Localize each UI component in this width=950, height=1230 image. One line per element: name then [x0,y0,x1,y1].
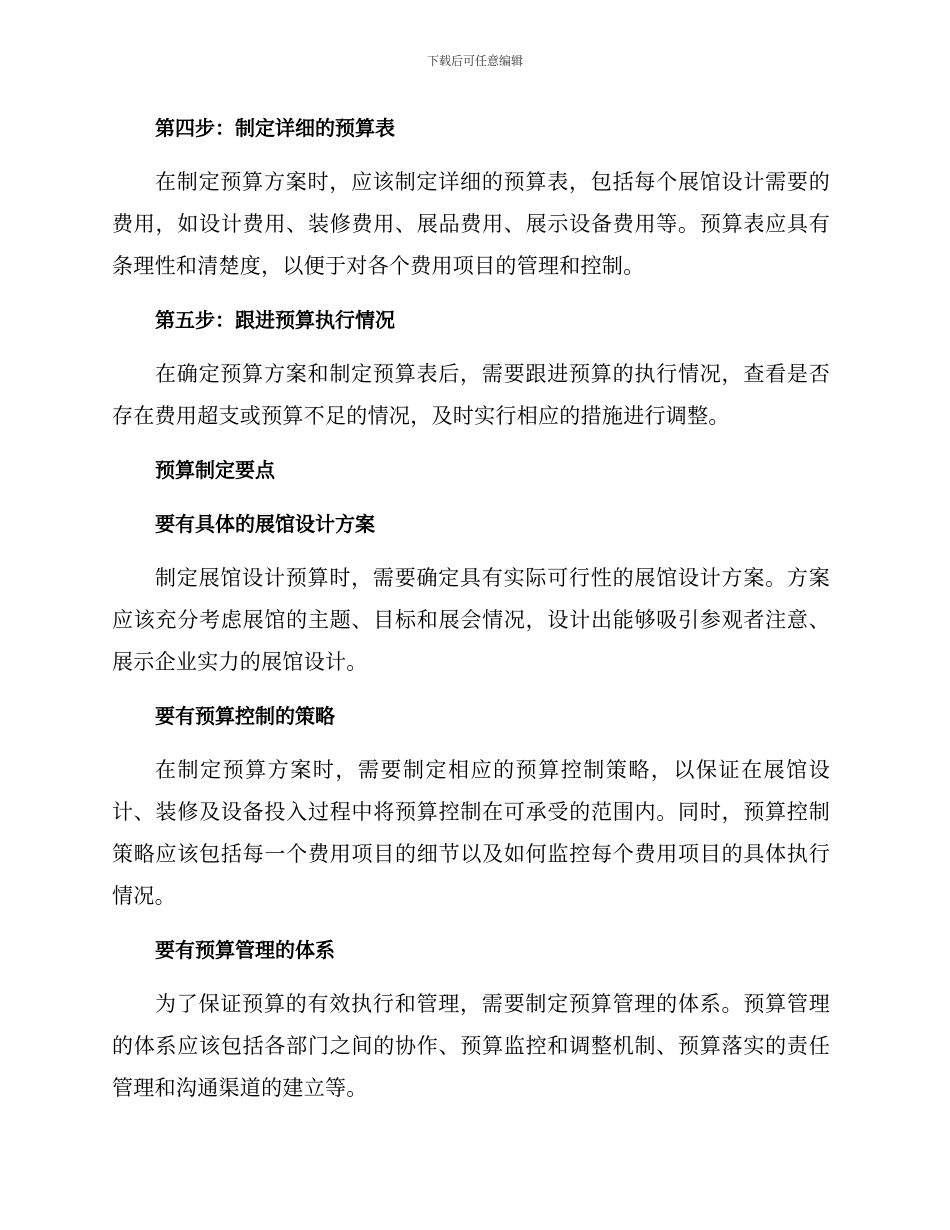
page-header: 下载后可任意编辑 [426,54,523,68]
section-heading-design-plan: 要有具体的展馆设计方案 [155,512,375,536]
section-heading-management-system: 要有预算管理的体系 [155,938,335,962]
document-body [112,107,830,1121]
paragraph-step-five: 在确定预算方案和制定预算表后，需要跟进预算的执行情况，查看是否存在费用超支或预算不足的情况，及时实行相应的措施进行调整。 [112,362,830,428]
section-heading-control-strategy: 要有预算控制的策略 [155,704,335,728]
paragraph-step-four: 在制定预算方案时，应该制定详细的预算表，包括每个展馆设计需要的费用，如设计费用、装修费用、展品费用、展示设备费用等。预算表应具有条理性和清楚度，以便于对各个费用项目的管理和控制。 [112,170,830,278]
section-heading-step-five: 第五步：跟进预算执行情况 [155,308,395,332]
paragraph-management-system: 为了保证预算的有效执行和管理，需要制定预算管理的体系。预算管理的体系应该包括各部门之间的协作、预算监控和调整机制、预算落实的责任管理和沟通渠道的建立等。 [112,992,830,1100]
paragraph-design-plan: 制定展馆设计预算时，需要确定具有实际可行性的展馆设计方案。方案应该充分考虑展馆的主题、目标和展会情况，设计出能够吸引参观者注意、展示企业实力的展馆设计。 [112,566,830,674]
paragraph-control-strategy: 在制定预算方案时，需要制定相应的预算控制策略，以保证在展馆设计、装修及设备投入过程中将预算控制在可承受的范围内。同时，预算控制策略应该包括每一个费用项目的细节以及如何监控每个费用项目的具体执行情况。 [112,758,830,908]
section-heading-step-four: 第四步：制定详细的预算表 [155,116,395,140]
section-heading-key-points: 预算制定要点 [155,458,275,482]
